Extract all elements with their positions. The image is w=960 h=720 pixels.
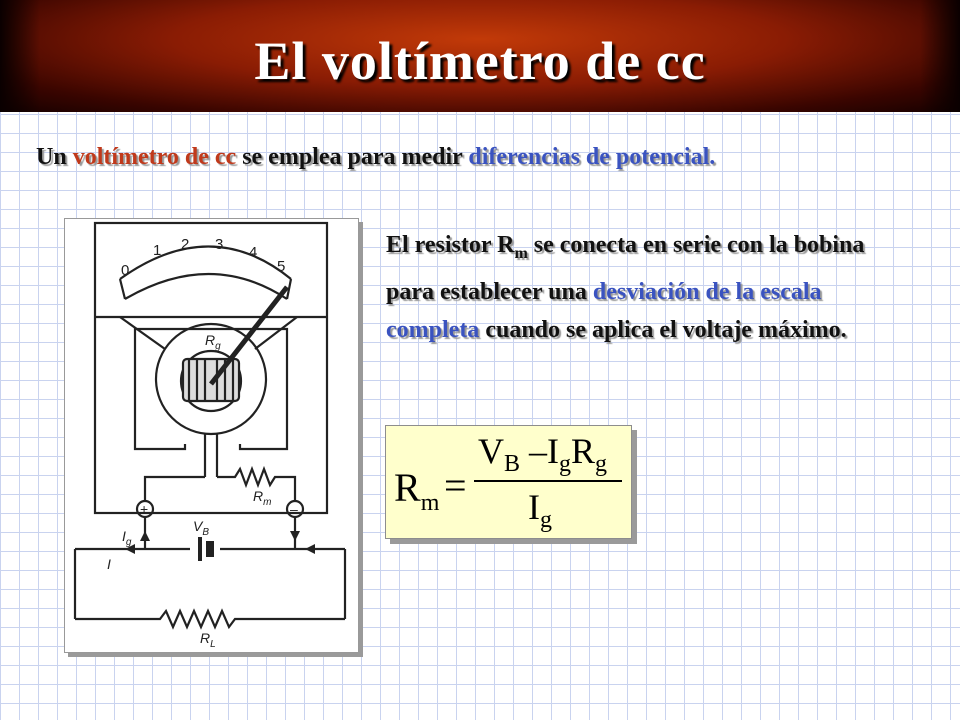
rm-label: $R_m$: [253, 488, 272, 508]
formula-lhs: $R_m$: [394, 465, 440, 516]
rg-label: $R_g$: [205, 332, 221, 352]
scale-5: 5: [277, 258, 286, 275]
slide-title: El voltímetro de cc: [254, 31, 706, 91]
explain-highlight-deflection: desviación de la escala completa: [386, 278, 822, 343]
explain-part-4: cuando se aplica el voltaje máximo.: [479, 316, 847, 343]
scale-4: 4: [249, 244, 258, 261]
ig-label: $I_g$: [122, 528, 132, 548]
intro-part-1: Un: [36, 144, 73, 170]
intro-highlight-voltmeter: voltímetro de cc: [72, 144, 237, 170]
scale-3: 3: [215, 236, 224, 253]
rl-label: $R_L$: [200, 630, 216, 650]
fraction-bar: [474, 480, 622, 482]
scale-1: 1: [153, 242, 162, 259]
scale-2: 2: [181, 236, 190, 253]
circuit-svg: [65, 219, 358, 652]
intro-highlight-potential: diferencias de potencial.: [468, 144, 716, 170]
vb-label: $V_B$: [193, 518, 210, 538]
minus-sign: –: [290, 501, 298, 517]
scale-arc-inner: [125, 274, 287, 299]
plus-sign: +: [140, 501, 149, 517]
i-label: I: [107, 556, 111, 572]
scale-0: 0: [121, 262, 130, 279]
formula-equals: =: [444, 463, 467, 508]
intro-text: [36, 140, 836, 175]
formula-numerator: $V_B$ $-I_gR_g$: [478, 431, 608, 478]
formula-denominator: $I_g$: [528, 487, 552, 534]
explain-sub-m: m: [514, 244, 528, 262]
voltmeter-diagram: [64, 218, 359, 653]
intro-part-3: se emplea para medir: [236, 144, 469, 170]
explanation-text: [386, 226, 906, 349]
explain-part-1: El resistor R: [386, 232, 515, 258]
meter-needle: [211, 287, 287, 384]
ig-arrow: [140, 531, 150, 541]
explain-part-2: se conecta en serie con la bobina para establecer una: [386, 232, 865, 305]
rl-resistor: [75, 611, 345, 627]
title-bar: [0, 0, 960, 112]
formula-box: [385, 425, 632, 539]
